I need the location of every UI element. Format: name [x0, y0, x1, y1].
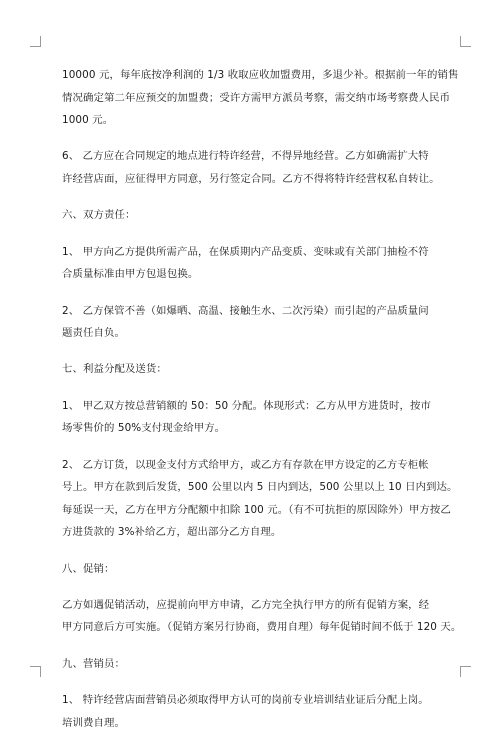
text-line: 1、 特许经营店面营销员必须取得甲方认可的岗前专业培训结业证后分配上岗。: [62, 694, 429, 707]
paragraph: [62, 395, 442, 440]
paragraph: [62, 145, 442, 190]
paragraph: [62, 64, 459, 132]
paragraph: [62, 204, 442, 227]
paragraph: [62, 594, 462, 639]
text-line: 七、利益分配及送货：: [62, 363, 167, 376]
paragraph: [62, 653, 442, 676]
paragraph: [62, 454, 458, 544]
crop-mark-top-left: [30, 36, 41, 47]
crop-mark-top-right: [460, 36, 471, 47]
text-line: 合质量标准由甲方包退包换。: [62, 268, 199, 281]
paragraph: [62, 358, 442, 381]
text-line: 2、 乙方订货，以现金支付方式给甲方，或乙方有存款在甲方设定的乙方专柜帐: [62, 458, 429, 471]
text-line: 许经营店面，应征得甲方同意，另行签定合同。乙方不得将特许经营权私自转让。: [62, 173, 440, 186]
paragraph: [62, 241, 442, 286]
text-line: 1、 甲乙双方按总营销额的 50：50 分配。体现形式：乙方从甲方进货时，按市: [62, 399, 431, 412]
text-line: 1、 甲方向乙方提供所需产品，在保质期内产品变质、变味或有关部门抽检不符: [62, 245, 429, 258]
document-body: [62, 64, 462, 748]
paragraph: [62, 300, 442, 345]
paragraph: [62, 689, 442, 734]
text-line: 号上。甲方在款到后发货，500 公里以内 5 日内到达，500 公里以上 10 日内到达。: [62, 481, 458, 494]
text-line: 六、双方责任：: [62, 209, 136, 222]
crop-mark-bottom-left: [30, 666, 41, 677]
text-line: 2、 乙方保管不善（如爆晒、高温、接触生水、二次污染）而引起的产品质量问: [62, 304, 429, 317]
text-line: 情况确定第二年应预交的加盟费；受许方需甲方派员考察，需交纳市场考察费人民币: [62, 91, 451, 104]
text-line: 乙方如遇促销活动，应提前向甲方申请，乙方完全执行甲方的所有促销方案，经: [62, 598, 430, 611]
text-line: 场零售价的 50%支付现金给甲方。: [62, 422, 226, 435]
text-line: 甲方同意后方可实施。（促销方案另行协商，费用自理）每年促销时间不低于 120 天。: [62, 621, 462, 634]
paragraph: [62, 558, 442, 581]
text-line: 题责任自负。: [62, 327, 125, 340]
crop-mark-bottom-right: [460, 666, 471, 677]
text-line: 九、营销员：: [62, 657, 125, 670]
text-line: 培训费自理。: [62, 716, 125, 729]
text-line: 每延误一天，乙方在甲方分配额中扣除 100 元。（有不可抗拒的原因除外）甲方按乙: [62, 503, 451, 516]
text-line: 6、 乙方应在合同规定的地点进行特许经营，不得异地经营。乙方如确需扩大特: [62, 150, 429, 163]
text-line: 1000 元。: [62, 114, 114, 127]
text-line: 八、促销：: [62, 562, 115, 575]
text-line: 方进货款的 3%补给乙方，超出部分乙方自理。: [62, 526, 282, 539]
text-line: 10000 元，每年底按净利润的 1/3 收取应收加盟费用，多退少补。根据前一年的销售: [62, 69, 459, 81]
